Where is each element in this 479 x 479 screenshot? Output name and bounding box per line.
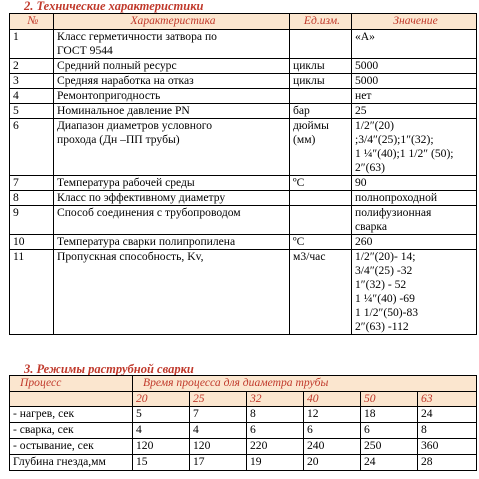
section-title-welding: 3. Режимы раструбной сварки	[24, 362, 194, 376]
row-value: полифузионная сварка	[352, 206, 477, 235]
time-value: 4	[190, 423, 247, 439]
row-number: 2	[10, 59, 54, 74]
time-value: 120	[190, 439, 247, 455]
row-unit: дюймы (мм)	[290, 119, 352, 176]
row-characteristic: Способ соединения с трубопроводом	[54, 206, 290, 235]
diameter-header: 50	[361, 392, 418, 407]
table-row	[10, 74, 477, 89]
table-row	[10, 104, 477, 119]
header-unit: Ед.изм.	[290, 14, 352, 30]
row-unit	[290, 30, 352, 59]
row-number: 6	[10, 119, 54, 176]
time-value: 8	[418, 423, 477, 439]
row-characteristic: Диапазон диаметров условного прохода (Дн –ПП трубы)	[54, 119, 290, 176]
time-value: 120	[133, 439, 190, 455]
row-characteristic: Ремонтопригодность	[54, 89, 290, 104]
time-value: 18	[361, 407, 418, 423]
welding-table-body	[10, 407, 477, 471]
row-unit: циклы	[290, 74, 352, 89]
diameter-header: 63	[418, 392, 477, 407]
row-value: 25	[352, 104, 477, 119]
row-characteristic: Средний полный ресурс	[54, 59, 290, 74]
section-title-specs: 2. Технические характеристики	[24, 0, 204, 13]
row-value: 90	[352, 176, 477, 191]
row-number: 3	[10, 74, 54, 89]
row-value: «А»	[352, 30, 477, 59]
row-value: 260	[352, 235, 477, 250]
process-label: - нагрев, сек	[10, 407, 133, 423]
time-value: 24	[418, 407, 477, 423]
row-characteristic: Пропускная способность, Kv,	[54, 250, 290, 335]
table-row	[10, 191, 477, 206]
table-row	[10, 407, 477, 423]
row-number: 7	[10, 176, 54, 191]
row-unit	[290, 89, 352, 104]
row-number: 8	[10, 191, 54, 206]
row-unit	[290, 191, 352, 206]
row-number: 10	[10, 235, 54, 250]
table-row	[10, 89, 477, 104]
header-process-time: Время процесса для диаметра трубы	[133, 376, 477, 392]
row-number: 9	[10, 206, 54, 235]
row-unit: ºC	[290, 176, 352, 191]
row-characteristic: Средняя наработка на отказ	[54, 74, 290, 89]
specs-table-body	[10, 30, 477, 335]
row-unit: циклы	[290, 59, 352, 74]
header-empty-cell	[10, 392, 133, 407]
row-value: 5000	[352, 74, 477, 89]
row-unit: ºC	[290, 235, 352, 250]
table-row	[10, 455, 477, 471]
specs-table	[9, 13, 477, 335]
row-characteristic: Класс по эффективному диаметру	[54, 191, 290, 206]
table-row	[10, 30, 477, 59]
table-row	[10, 439, 477, 455]
time-value: 12	[304, 407, 361, 423]
table-row	[10, 119, 477, 176]
time-value: 220	[247, 439, 304, 455]
time-value: 8	[247, 407, 304, 423]
time-value: 17	[190, 455, 247, 471]
table-row	[10, 206, 477, 235]
table-row	[10, 250, 477, 335]
time-value: 4	[133, 423, 190, 439]
time-value: 24	[361, 455, 418, 471]
table-row	[10, 235, 477, 250]
time-value: 6	[304, 423, 361, 439]
row-number: 11	[10, 250, 54, 335]
diameter-header: 40	[304, 392, 361, 407]
time-value: 5	[133, 407, 190, 423]
row-unit: м3/час	[290, 250, 352, 335]
time-value: 6	[247, 423, 304, 439]
row-number: 4	[10, 89, 54, 104]
row-number: 5	[10, 104, 54, 119]
process-label: - остывание, сек	[10, 439, 133, 455]
time-value: 19	[247, 455, 304, 471]
diameter-header: 20	[133, 392, 190, 407]
header-characteristic: Характеристика	[54, 14, 290, 30]
row-value: нет	[352, 89, 477, 104]
row-value: 5000	[352, 59, 477, 74]
row-value: 1/2″(20) ;3/4″(25);1″(32); 1 ¼″(40);1 1/2″ (50); 2″(63)	[352, 119, 477, 176]
row-unit: бар	[290, 104, 352, 119]
header-number: №	[10, 14, 54, 30]
time-value: 250	[361, 439, 418, 455]
row-characteristic: Номинальное давление PN	[54, 104, 290, 119]
row-characteristic: Класс герметичности затвора по ГОСТ 9544	[54, 30, 290, 59]
time-value: 20	[304, 455, 361, 471]
table-row	[10, 176, 477, 191]
table-row	[10, 59, 477, 74]
diameter-header: 32	[247, 392, 304, 407]
header-value: Значение	[352, 14, 477, 30]
time-value: 15	[133, 455, 190, 471]
welding-table	[9, 375, 477, 471]
row-unit	[290, 206, 352, 235]
time-value: 6	[361, 423, 418, 439]
time-value: 28	[418, 455, 477, 471]
diameter-header: 25	[190, 392, 247, 407]
time-value: 360	[418, 439, 477, 455]
row-characteristic: Температура рабочей среды	[54, 176, 290, 191]
process-label: Глубина гнезда,мм	[10, 455, 133, 471]
header-process: Процесс	[10, 376, 133, 392]
row-value: полнопроходной	[352, 191, 477, 206]
process-label: - сварка, сек	[10, 423, 133, 439]
row-number: 1	[10, 30, 54, 59]
time-value: 240	[304, 439, 361, 455]
time-value: 7	[190, 407, 247, 423]
table-row	[10, 423, 477, 439]
row-characteristic: Температура сварки полипропилена	[54, 235, 290, 250]
row-value: 1/2″(20)- 14; 3/4″(25) -32 1″(32) - 52 1 ¼″(40) -69 1 1/2″(50)-83 2″(63) -112	[352, 250, 477, 335]
